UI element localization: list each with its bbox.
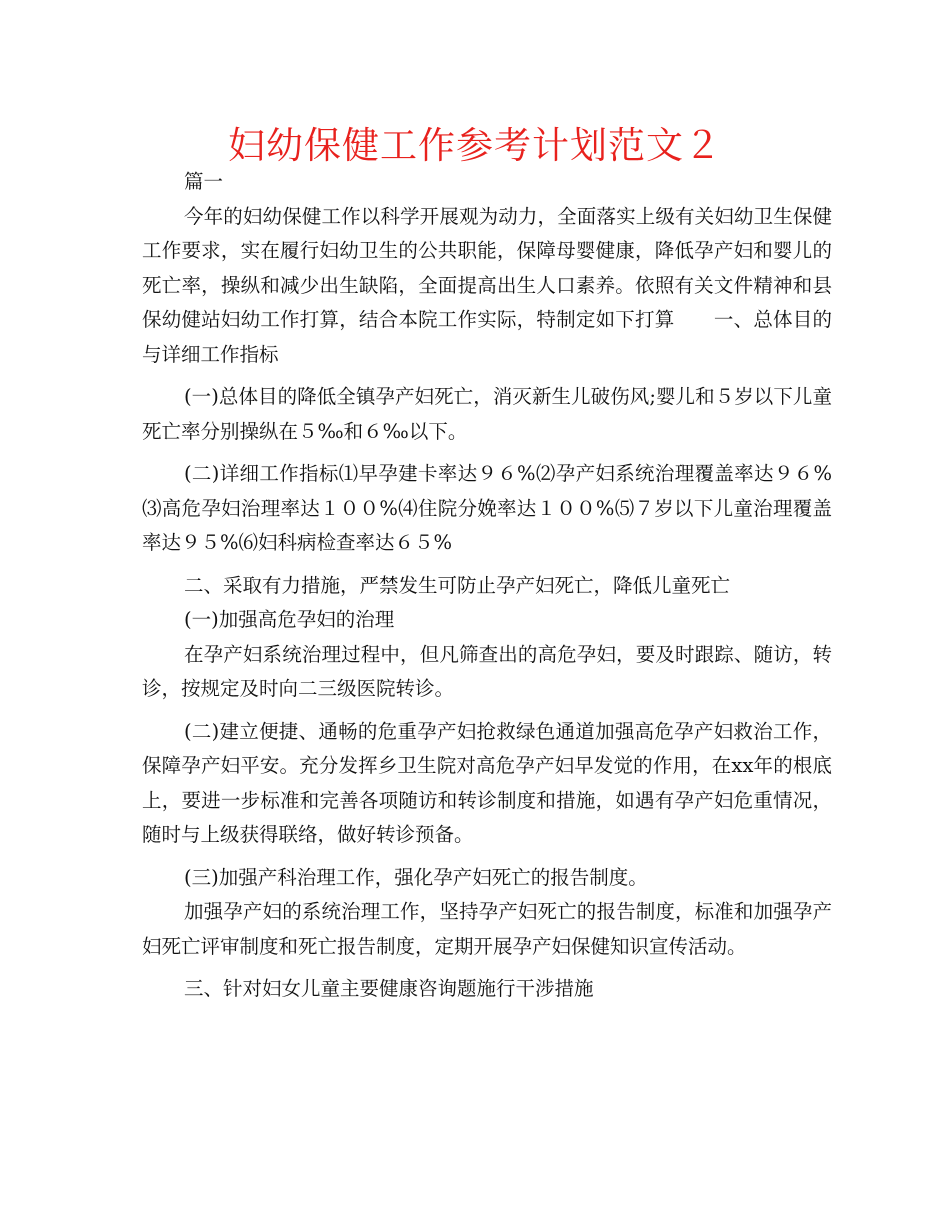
paragraph-green-channel: (二)建立便捷、通畅的危重孕产妇抢救绿色通道加强高危孕产妇救治工作，保障孕产妇平安。充分发挥乡卫生院对高危孕产妇早发觉的作用，在xx年的根底上，要进一步标准和完善各项随访和转诊制度和措施，如遇有孕产妇危重情况，随时与上级获得联络，做好转诊预备。 xyxy=(142,719,832,846)
paragraph-detailed-indicators: (二)详细工作指标⑴早孕建卡率达９６%⑵孕产妇系统治理覆盖率达９６%⑶高危孕妇治理率达１００%⑷住院分娩率达１００%⑸７岁以下儿童治理覆盖率达９５%⑹妇科病检查率达６５% xyxy=(142,462,832,554)
section-label: 篇一 xyxy=(184,170,224,193)
paragraph-high-risk-management: 在孕产妇系统治理过程中，但凡筛查出的高危孕妇，要及时跟踪、随访，转诊，按规定及时向二三级医院转诊。 xyxy=(142,642,832,700)
paragraph-intro: 今年的妇幼保健工作以科学开展观为动力，全面落实上级有关妇幼卫生保健工作要求，实在履行妇幼卫生的公共职能，保障母婴健康，降低孕产妇和婴儿的死亡率，操纵和减少出生缺陷，全面提高出生人口素养。依照有关文件精神和县保幼健站妇幼工作打算，结合本院工作实际，特制定如下打算 一、总体目的与详细工作指标 xyxy=(142,204,832,366)
paragraph-overall-goal: (一)总体目的降低全镇孕产妇死亡，消灭新生儿破伤风;婴儿和５岁以下儿童死亡率分别操纵在５‰和６‰以下。 xyxy=(142,385,832,443)
document-body xyxy=(142,165,832,1007)
subheading-high-risk: (一)加强高危孕妇的治理 xyxy=(184,608,395,631)
section-heading-measures: 二、采取有力措施，严禁发生可防止孕产妇死亡，降低儿童死亡 xyxy=(184,573,731,597)
section-heading-interventions: 三、针对妇女儿童主要健康咨询题施行干涉措施 xyxy=(184,977,594,1000)
document-title: 妇幼保健工作参考计划范文２ xyxy=(228,124,722,167)
paragraph-systematic-management: 加强孕产妇的系统治理工作，坚持孕产妇死亡的报告制度，标准和加强孕产妇死亡评审制度和死亡报告制度，定期开展孕产妇保健知识宣传活动。 xyxy=(142,900,832,958)
subheading-obstetrics: (三)加强产科治理工作，强化孕产妇死亡的报告制度。 xyxy=(184,865,648,889)
